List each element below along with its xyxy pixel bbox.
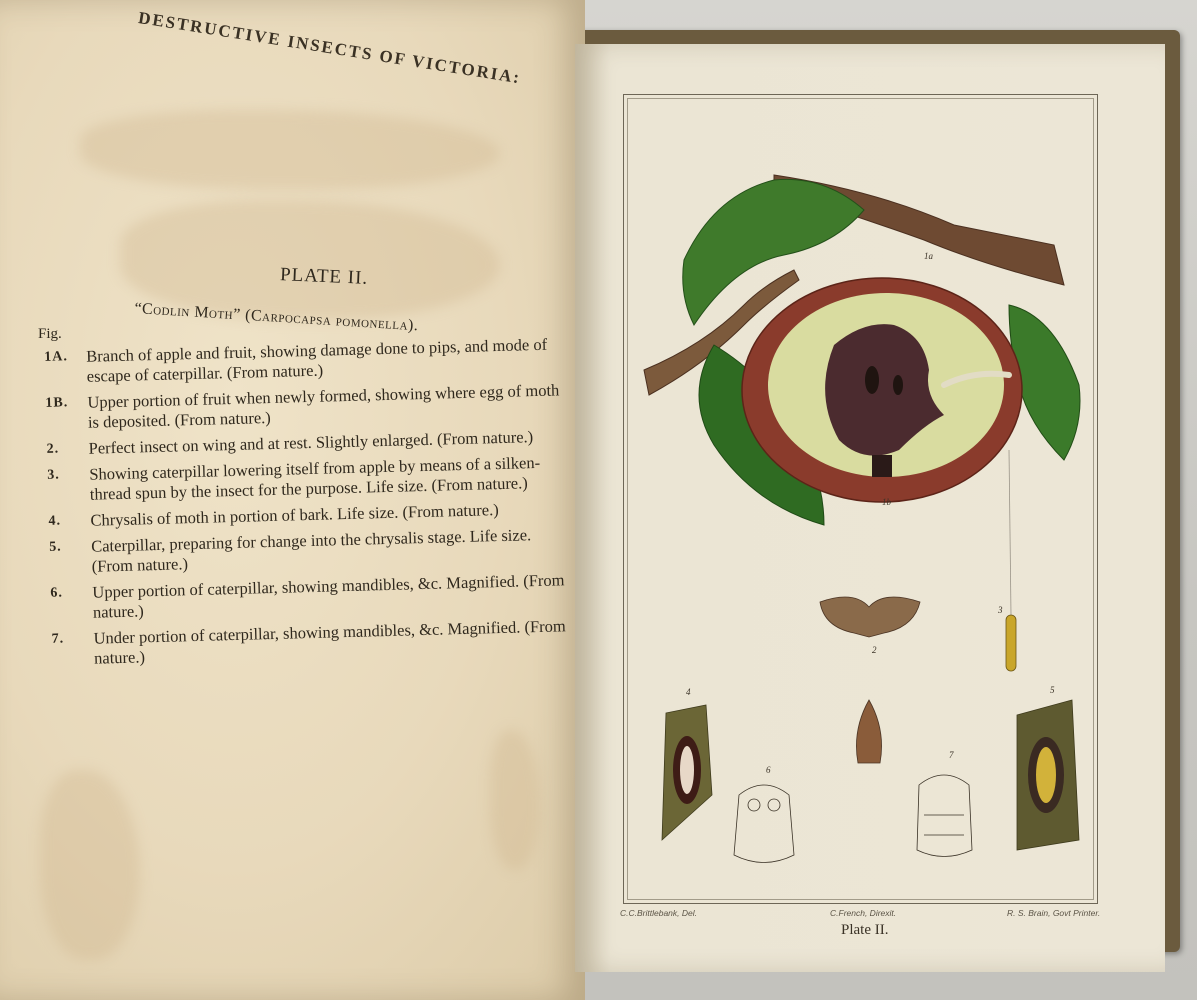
figure-entry <box>46 570 567 624</box>
figure-number: 5. <box>49 539 62 555</box>
bleed-through-stain <box>80 110 500 190</box>
chrysalis-illustration <box>673 736 701 804</box>
figure-number: 1B. <box>45 395 69 411</box>
caterpillar-upper-drawing <box>768 799 780 811</box>
figure-number-5: 5 <box>1050 685 1055 695</box>
apple-branch-illustration <box>774 175 1064 285</box>
caterpillar-in-apple-illustration <box>944 374 1009 385</box>
figure-description: Branch of apple and fruit, showing damage done to pips, and mode of escape of caterpillar. (From nature.) <box>85 334 548 386</box>
caterpillar-chrysalis-illustration <box>1028 737 1064 813</box>
apple-flesh-illustration <box>768 293 1004 477</box>
figure-number-1b: 1b <box>882 497 891 507</box>
moth-at-rest-illustration <box>856 700 881 763</box>
bark-piece-illustration <box>1017 700 1079 850</box>
figure-number: 4. <box>48 513 62 529</box>
right-page <box>575 44 1165 972</box>
leaf-illustration <box>683 179 864 325</box>
moth-wings-illustration <box>820 597 920 637</box>
running-head: DESTRUCTIVE INSECTS OF VICTORIA: <box>137 8 523 88</box>
caterpillar-upper-drawing <box>734 785 794 863</box>
credit-printer: R. S. Brain, Govt Printer. <box>1007 908 1101 918</box>
figure-list <box>40 334 568 675</box>
apple-illustration <box>742 278 1022 502</box>
figure-number-2: 2 <box>872 645 877 655</box>
caterpillar-under-drawing <box>924 815 964 835</box>
plate-illustration <box>624 95 1099 905</box>
figure-number-4: 4 <box>686 687 691 697</box>
figure-number-6: 6 <box>766 765 771 775</box>
figure-entry <box>47 616 568 670</box>
apple-calyx-illustration <box>872 455 892 477</box>
figure-description: Showing caterpillar lowering itself from apple by means of a silken-thread spun by the insect for the purpose. Life size. (From nature.) <box>89 452 541 504</box>
figure-description: Chrysalis of moth in portion of bark. Life size. (From nature.) <box>90 500 499 530</box>
leaf-illustration <box>699 345 824 525</box>
figure-number: 2. <box>46 441 60 457</box>
left-page <box>0 0 585 1000</box>
plate-caption: Plate II. <box>841 922 889 938</box>
figure-number-3: 3 <box>998 605 1003 615</box>
bark-piece-illustration <box>662 705 712 840</box>
figure-description: Upper portion of fruit when newly formed, showing where egg of moth is deposited. (From nature.) <box>87 380 560 432</box>
caterpillar-upper-drawing <box>748 799 760 811</box>
silk-thread-illustration <box>1009 450 1011 615</box>
figure-entry <box>43 452 564 506</box>
twig-illustration <box>644 270 799 395</box>
figure-entry <box>45 524 566 578</box>
credit-director: C.French, Direxit. <box>830 908 897 918</box>
caterpillar-illustration <box>1006 615 1016 671</box>
fig-label: Fig. <box>38 326 62 342</box>
damage-tunnel-illustration <box>825 324 944 455</box>
figure-number-7: 7 <box>949 750 954 760</box>
figure-number: 7. <box>51 631 65 647</box>
figure-description: Under portion of caterpillar, showing mandibles, &c. Magnified. (From nature.) <box>93 616 566 668</box>
plate-subheading: “Codlin Moth” (Carpocapsa pomonella). <box>133 300 419 335</box>
figure-number-1a: 1a <box>924 251 933 261</box>
plate-frame <box>623 94 1098 904</box>
bleed-through-stain <box>490 730 540 870</box>
figure-number: 3. <box>47 467 61 483</box>
credit-artist: C.C.Brittlebank, Del. <box>620 908 697 918</box>
figure-number: 6. <box>50 585 64 601</box>
figure-number: 1A. <box>44 349 69 365</box>
figure-entry <box>41 380 562 434</box>
chrysalis-illustration <box>680 746 694 794</box>
figure-description: Upper portion of caterpillar, showing mandibles, &c. Magnified. (From nature.) <box>92 570 565 622</box>
figure-description: Caterpillar, preparing for change into the chrysalis stage. Life size. (From nature.) <box>90 525 532 576</box>
caterpillar-under-drawing <box>917 775 972 857</box>
caterpillar-chrysalis-illustration <box>1036 747 1056 803</box>
figure-entry <box>40 334 561 388</box>
pip-illustration <box>893 375 903 395</box>
figure-description: Perfect insect on wing and at rest. Slightly enlarged. (From nature.) <box>88 427 534 458</box>
bleed-through-stain <box>40 770 140 960</box>
pip-illustration <box>865 366 879 394</box>
plate-heading: PLATE II. <box>279 264 369 289</box>
leaf-illustration <box>1009 305 1080 460</box>
